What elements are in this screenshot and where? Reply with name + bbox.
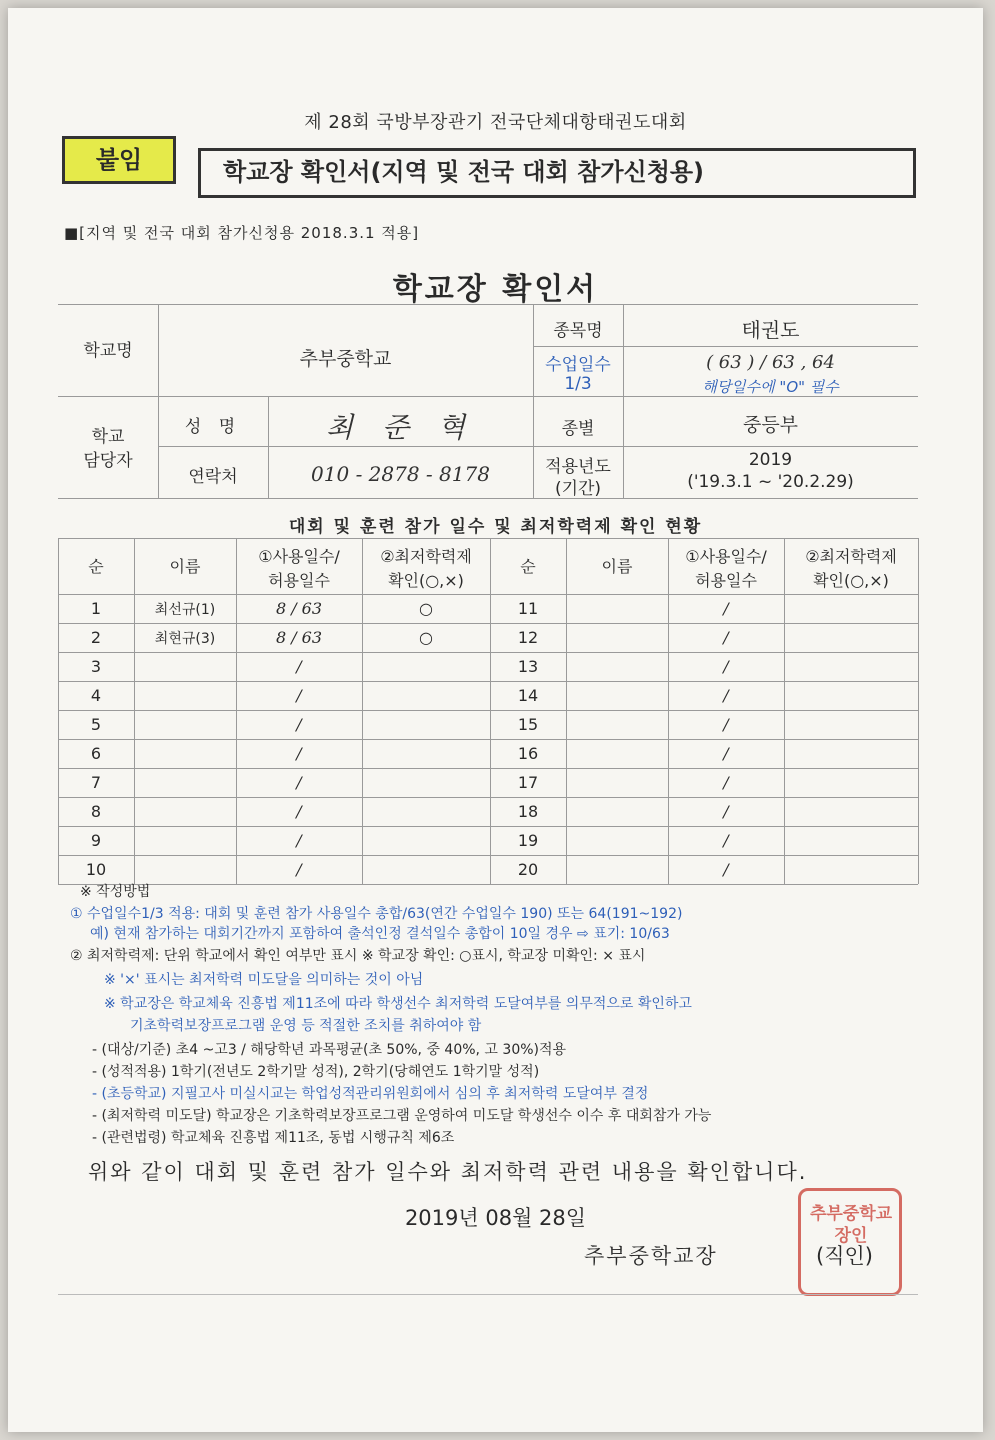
- instruction-line-5: ※ 학교장은 학교체육 진흥법 제11조에 따라 학생선수 최저학력 도달여부를 의무적으로 확인하고: [104, 996, 692, 1012]
- instructions-heading: ※ 작성방법: [80, 884, 151, 900]
- row-days: /: [723, 802, 729, 821]
- table-title: 대회 및 훈련 참가 일수 및 최저학력제 확인 현황: [288, 517, 703, 537]
- days-value: ( 63 ) / 63 , 64: [706, 352, 835, 373]
- header-days-2: 허용일수: [268, 571, 330, 590]
- year-label-1: 적용년도: [545, 457, 611, 477]
- row-number: 11: [517, 599, 539, 618]
- grid-header-border: [58, 594, 918, 595]
- row-number: 19: [517, 831, 539, 850]
- info-row-border: [158, 446, 918, 447]
- manager-label-2: 담당자: [83, 451, 133, 471]
- seal-label: (직인): [816, 1244, 873, 1268]
- confirmation-statement: 위와 같이 대회 및 훈련 참가 일수와 최저학력 관련 내용을 확인합니다.: [88, 1160, 808, 1184]
- row-number: 14: [517, 686, 539, 705]
- row-days: /: [723, 831, 729, 850]
- grid-row-border: [58, 797, 918, 798]
- row-min-check: ○: [419, 599, 433, 618]
- document-title: 학교장 확인서: [392, 272, 599, 307]
- header-min-1: ②최저학력제: [380, 547, 472, 566]
- header-name: 이름: [169, 557, 201, 576]
- row-number: 10: [85, 860, 107, 879]
- header-min-2: 확인(○,×): [813, 571, 889, 590]
- instruction-line-1: ① 수업일수1/3 적용: 대회 및 훈련 참가 사용일수 총합/63(연간 수업일수 190) 또는 64(191~192): [70, 906, 683, 922]
- row-name: 최현규(3): [154, 631, 216, 647]
- school-label: 학교명: [83, 341, 133, 361]
- row-number: 7: [90, 773, 102, 792]
- grid-row-border: [58, 623, 918, 624]
- instruction-line-3: ② 최저학력제: 단위 학교에서 확인 여부만 표시 ※ 학교장 확인: ○표시, 학교장 미확인: × 표시: [70, 948, 646, 964]
- instruction-line-2: 예) 현재 참가하는 대회기간까지 포함하여 출석인정 결석일수 총합이 10일 경우 ⇨ 표기: 10/63: [90, 926, 670, 942]
- header-name: 이름: [601, 557, 633, 576]
- year-value: 2019: [748, 450, 793, 470]
- instruction-line-7: - (대상/기준) 초4 ~고3 / 해당학년 과목평균(초 50%, 중 40%, 고 30%)적용: [92, 1042, 567, 1058]
- header-min-1: ②최저학력제: [805, 547, 897, 566]
- principal-title: 추부중학교장: [584, 1244, 718, 1268]
- manager-label-1: 학교: [91, 427, 125, 447]
- header-days-1: ①사용일수/: [685, 547, 767, 566]
- seal-inscription: 추부중학교장인: [809, 1204, 893, 1246]
- row-days: /: [296, 744, 302, 763]
- row-days: /: [296, 657, 302, 676]
- row-days: /: [723, 657, 729, 676]
- row-days: /: [296, 715, 302, 734]
- row-days: /: [296, 802, 302, 821]
- name-label: 성 명: [184, 417, 242, 437]
- grid-top-border: [58, 538, 918, 539]
- row-number: 9: [90, 831, 102, 850]
- period-value: ('19.3.1 ~ '20.2.29): [687, 472, 854, 492]
- days-note: 해당일수에 "O" 필수: [702, 378, 839, 396]
- bottom-rule: [58, 1294, 918, 1295]
- row-days: 8 / 63: [275, 599, 323, 618]
- instruction-line-6: 기초학력보장프로그램 운영 등 적절한 조치를 취하여야 함: [130, 1018, 482, 1034]
- instruction-line-4: ※ '×' 표시는 최저학력 미도달을 의미하는 것이 아님: [104, 972, 424, 988]
- instruction-line-11: - (관련법령) 학교체육 진흥법 제11조, 동법 시행규칙 제6조: [92, 1130, 455, 1146]
- row-number: 8: [90, 802, 102, 821]
- row-days: /: [296, 686, 302, 705]
- grid-col-border: [134, 538, 135, 884]
- grid-row-border: [58, 681, 918, 682]
- row-days: /: [296, 860, 302, 879]
- row-name: 최선규(1): [154, 602, 216, 618]
- row-days: /: [723, 715, 729, 734]
- row-number: 3: [90, 657, 102, 676]
- row-number: 15: [517, 715, 539, 734]
- instruction-line-8: - (성적적용) 1학기(전년도 2학기말 성적), 2학기(당해연도 1학기말 성적): [92, 1064, 540, 1080]
- grid-row-border: [58, 652, 918, 653]
- header-no: 순: [88, 557, 104, 576]
- row-min-check: ○: [419, 628, 433, 647]
- competition-title: 제 28회 국방부장관기 전국단체대항태권도대회: [304, 112, 687, 133]
- header-min-2: 확인(○,×): [388, 571, 464, 590]
- row-days: 8 / 63: [275, 628, 323, 647]
- attachment-label: 붙임: [62, 136, 176, 184]
- row-days: /: [723, 860, 729, 879]
- school-value: 추부중학교: [299, 348, 392, 370]
- row-number: 13: [517, 657, 539, 676]
- year-label-2: (기간): [554, 479, 602, 499]
- row-number: 18: [517, 802, 539, 821]
- application-note: ■[지역 및 전국 대회 참가신청용 2018.3.1 적용]: [64, 224, 420, 242]
- name-value: 최 준 혁: [326, 411, 475, 444]
- row-days: /: [723, 628, 729, 647]
- row-days: /: [296, 831, 302, 850]
- event-label: 종목명: [553, 321, 603, 341]
- grid-col-border: [918, 538, 919, 884]
- contact-value: 010 - 2878 - 8178: [311, 462, 490, 486]
- row-number: 4: [90, 686, 102, 705]
- instruction-line-9: - (초등학교) 지필고사 미실시교는 학업성적관리위원회에서 심의 후 최저학력 도달여부 결정: [92, 1086, 649, 1102]
- contact-label: 연락처: [188, 467, 238, 487]
- info-bottom-border: [58, 498, 918, 499]
- info-top-border: [58, 304, 918, 305]
- row-days: /: [296, 773, 302, 792]
- grid-row-border: [58, 826, 918, 827]
- row-number: 1: [90, 599, 102, 618]
- grid-row-border: [58, 884, 918, 885]
- form-title-box: 학교장 확인서(지역 및 전국 대회 참가신청용): [198, 148, 916, 198]
- header-no: 순: [520, 557, 536, 576]
- days-label-2: 1/3: [564, 374, 592, 394]
- division-label: 종별: [561, 419, 595, 439]
- division-value: 중등부: [742, 414, 799, 436]
- header-days-1: ①사용일수/: [258, 547, 340, 566]
- row-days: /: [723, 599, 729, 618]
- grid-row-border: [58, 710, 918, 711]
- instruction-line-10: - (최저학력 미도달) 학교장은 기초학력보장프로그램 운영하여 미도달 학생선수 이수 후 대회참가 가능: [92, 1108, 712, 1124]
- row-number: 12: [517, 628, 539, 647]
- row-number: 17: [517, 773, 539, 792]
- grid-col-border: [566, 538, 567, 884]
- row-number: 16: [517, 744, 539, 763]
- grid-row-border: [58, 855, 918, 856]
- row-days: /: [723, 773, 729, 792]
- row-number: 6: [90, 744, 102, 763]
- document-date: 2019년 08월 28일: [404, 1206, 587, 1230]
- row-number: 20: [517, 860, 539, 879]
- row-number: 5: [90, 715, 102, 734]
- header-days-2: 허용일수: [695, 571, 757, 590]
- info-row-border-2: [533, 346, 918, 347]
- row-days: /: [723, 744, 729, 763]
- days-label-1: 수업일수: [545, 355, 611, 375]
- grid-row-border: [58, 739, 918, 740]
- document-page: [8, 8, 983, 1432]
- row-number: 2: [90, 628, 102, 647]
- row-days: /: [723, 686, 729, 705]
- event-value: 태권도: [741, 318, 800, 342]
- grid-row-border: [58, 768, 918, 769]
